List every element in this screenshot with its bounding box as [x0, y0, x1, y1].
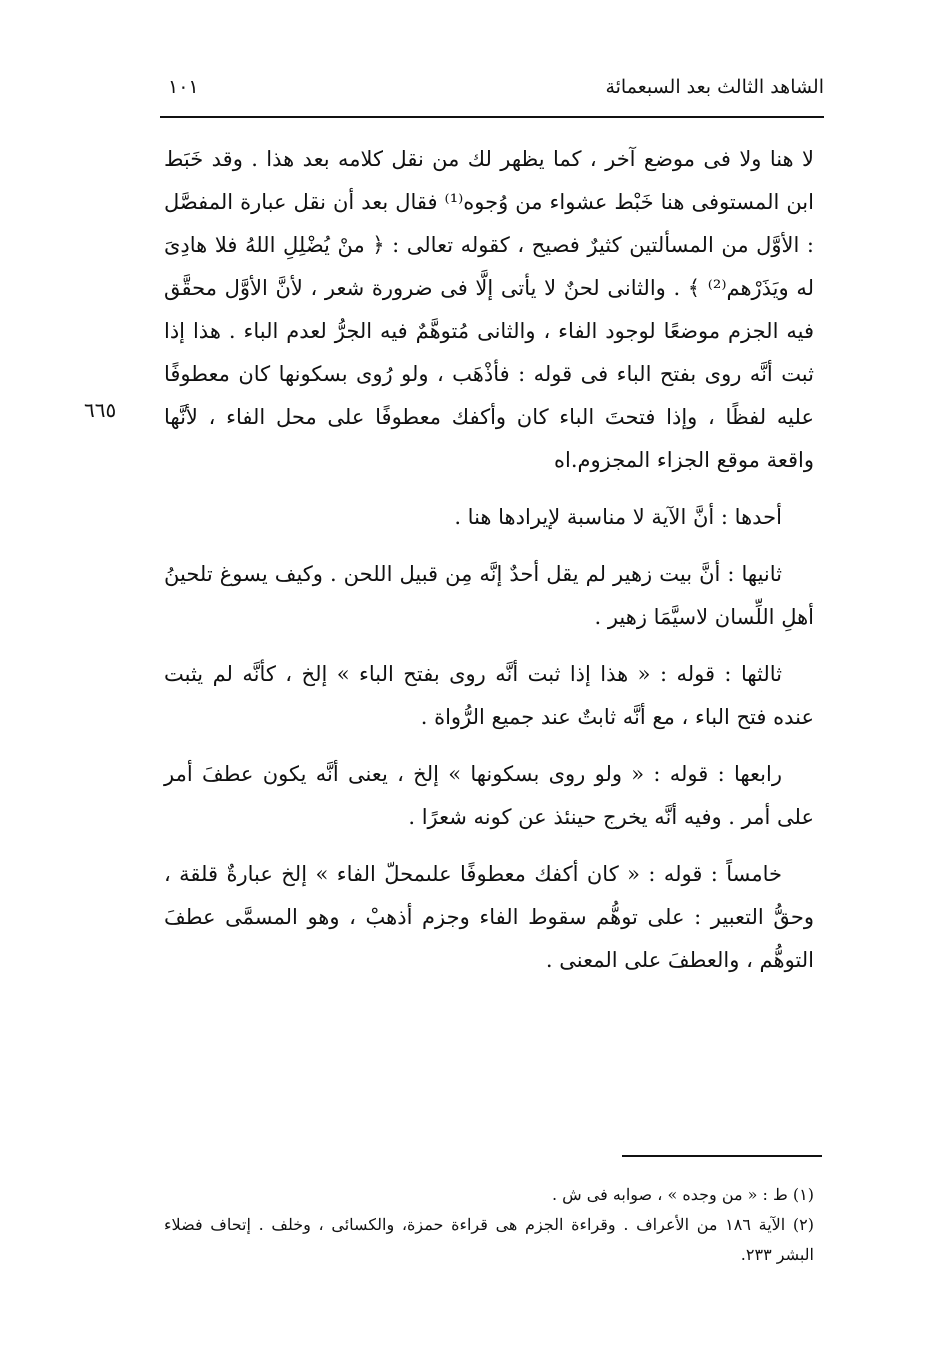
- footnote: (١) ط : « من وجده » ، صوابه فى ش .: [551, 1185, 814, 1204]
- footnote-rule: [622, 1155, 822, 1157]
- paragraph: ثانيها : أنَّ بيت زهير لم يقل أحدٌ إنَّه مِن قبيل اللحن . وكيف يسوغ تلحينُ أهلِ اللِّسان لاسيَّمَا زهير .: [164, 562, 814, 629]
- footnotes: [164, 1180, 814, 1270]
- margin-reference-number: ٦٦٥: [84, 398, 117, 422]
- paragraph: ثالثها : قوله : « هذا إذا ثبت أنَّه روى بفتح الباء » إلخ ، كأنَّه لم يثبت عنده فتح الباء ، مع أنَّه ثابتٌ عند جميع الرُّواة .: [164, 662, 814, 729]
- footnote: (٢) الآية ١٨٦ من الأعراف . وقراءة الجزم هى قراءة حمزة، والكسائى ، وخلف . إتحاف فضلاء البشر ٢٣٣.: [164, 1215, 814, 1264]
- header-rule: [160, 116, 824, 118]
- running-title: الشاهد الثالث بعد السبعمائة: [605, 76, 824, 98]
- main-text: [164, 138, 814, 982]
- paragraph: خامساً : قوله : « كان أكفك معطوفًا علىمحلّ الفاء » إلخ عبارةٌ قلقة ، وحقُّ التعبير : على توهُّم سقوط الفاء وجزم أذهبْ ، وهو المسمَّى عطفَ التوهُّم ، والعطفَ على المعنى .: [164, 862, 814, 972]
- paragraph: رابعها : قوله : « ولو روى بسكونها » إلخ ، يعنى أنَّه يكون عطفَ أمر على أمر . وفيه أنَّه يخرج حينئذ عن كونه شعرًا .: [164, 762, 814, 829]
- paragraph: أحدها : أنَّ الآية لا مناسبة لإيرادها هنا .: [454, 505, 782, 529]
- paragraph: لا هنا ولا فى موضع آخر ، كما يظهر لك من نقل كلامه بعد هذا . وقد خَبَط ابن المستوفى هنا خَبْط عشواء من وُجوه⁽¹⁾ فقال بعد أن نقل عبارة المفصَّل : الأوَّل من المسألتين كثيرٌ فصيح ، كقوله تعالى : ﴿ منْ يُضْلِلِ اللهُ فلا هادِىَ له ويَذَرْهم⁽²⁾ ﴾ . والثانى لحنٌ لا يأتى إلَّا فى ضرورة شعر ، لأنَّ الأوَّل محقَّق فيه الجزم موضعًا لوجود الفاء ، والثانى مُتوهَّمٌ فيه الجرُّ لعدم الباء . هذا إذا ثبت أنَّه روى بفتح الباء فى قوله : فأذْهَب ، ولو رُوى بسكونها كان معطوفًا عليه لفظًا ، وإذا فتحتَ الباء كان وأكفك معطوفًا على محل الفاء ، لأنَّها واقعة موقع الجزاء المجزوم.اه: [164, 147, 814, 472]
- page-header: [160, 72, 824, 108]
- page-number: ١٠١: [168, 76, 199, 98]
